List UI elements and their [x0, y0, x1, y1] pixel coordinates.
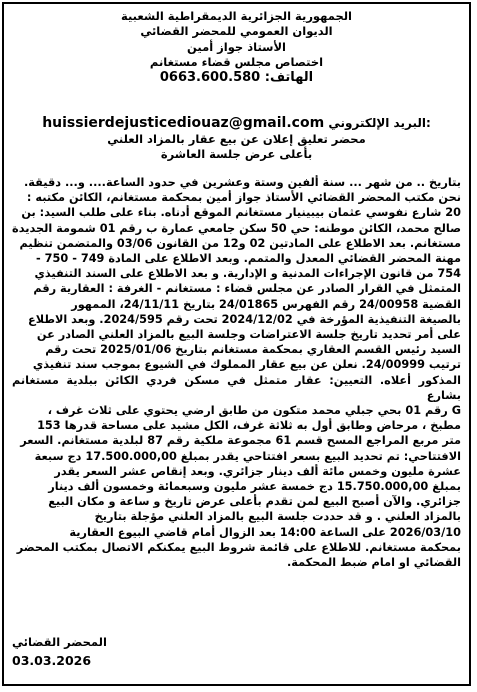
letterhead: [4, 9, 469, 85]
body-line: G رقم 01 بحي جبلي محمد متكون من طابق ارضي يحتوي على ثلاث غرف ،: [47, 404, 461, 418]
notice-frame: [2, 2, 471, 686]
body-line: الافتتاحي: تم تحديد البيع بسعر افتتاحي يقدر بمبلغ 17.500.000,00 دج سبعة: [34, 449, 461, 463]
notice-footer: [12, 635, 461, 669]
body-line: 20 شارع نفوسي عثمان بيبينيار مستغانم الموقع أدناه. بناء على طلب السيد: بن: [21, 206, 461, 220]
body-line: السيد رئيس القسم العقاري بمحكمة مستغانم بتاريخ 2025/01/06 تحت رقم: [45, 343, 461, 357]
body-line: القضية 24/00958 رقم الفهرس 24/01865 بتاريخ 24/11/11، الممهور: [71, 297, 461, 311]
header-line-2: الديوان العمومي للمحضر القضائي: [140, 24, 333, 39]
body-line: المتمثل في القرار الصادر عن مجلس قضاء : مستغانم - الغرفة : العقارية رقم: [33, 282, 461, 296]
body-line: صالح محمد، الكائن موطنه: حي 50 سكن جامعي عمارة ب رقم 01 شمومة الجديدة: [12, 221, 461, 235]
body-line: بالصيغة التنفيذية المؤرخة في 2024/12/02 تحت رقم 2024/595. وبعد الاطلاع: [28, 312, 461, 326]
body-line: مهنة المحضر القضائي المعدل والمتمم. وبعد الاطلاع على المادة 749 - 750 -: [36, 252, 461, 266]
body-line: القضائي او امام ضبط المحكمة.: [286, 556, 461, 570]
notice-body: [12, 175, 461, 570]
body-line: 754 من قانون الإجراءات المدنية و الإدارية. و بعد الاطلاع على السند التنفيذي: [34, 267, 461, 281]
header-line-1: الجمهورية الجزائرية الديمقراطية الشعبية: [120, 9, 352, 23]
email-address[interactable]: huissierdejusticediouaz@gmail.com: [42, 115, 325, 131]
body-line: نحن مكتب المحضر القضائي الأستاذ جواز أمين بمحكمة مستغانم، الكائن مكتبه :: [26, 191, 461, 205]
body-line: على أمر تحديد تاريخ جلسة الاعتراضات وجلسة البيع بالمزاد العلني الصادر عن: [36, 328, 461, 342]
body-line: بالمزاد العلني . و قد حددت جلسة البيع بالمزاد العلني مؤجلة بتاريخ: [94, 510, 461, 524]
body-line: عشرة مليون وخمس مائة ألف دينار جزائري. وبعد إنقاص عشر السعر يقدر: [54, 464, 461, 478]
body-line: مستغانم. بعد الاطلاع على المادتين 02 و12 من القانون 03/06 والمتضمن تنظيم: [19, 236, 461, 250]
header-line-3: الأستاذ جواز أمين: [187, 39, 286, 54]
email-row: [4, 115, 469, 131]
header-line-4: اختصاص مجلس قضاء مستغانم: [149, 54, 324, 69]
body-line: 2026/03/10 على الساعة 14:00 بعد الزوال أمام قاضي البيوع العقارية: [69, 525, 461, 539]
email-label: البريد الإلكتروني:: [328, 116, 431, 130]
body-line: بتاريخ .. من شهر ... سنة ألفين وستة وعشرين في حدود الساعة.... و... دقيقة.: [23, 176, 461, 189]
body-line: متر مربع المراجع المسح قسم 61 مجموعة ملكية رقم 87 لبلدية مستغانم. السعر: [20, 434, 461, 448]
body-line: بمبلغ 15.750.000,00 دج خمسة عشر مليون وسبعمائة وخمسون ألف دينار: [48, 480, 461, 494]
subject-line-2: بأعلى عرض جلسة العاشرة: [160, 147, 313, 162]
signature-label: المحضر القضائي: [12, 635, 107, 649]
body-line: جزائري. والآن أصبح البيع لمن تقدم بأعلى عرض تاريخ و ساعة و مكان البيع: [48, 495, 461, 509]
phone-number: الهاتف: 0663.600.580: [159, 70, 314, 86]
notice-date: 03.03.2026: [12, 653, 92, 668]
notice-subject: [4, 132, 469, 163]
body-line: بمحكمة مستغانم. للاطلاع على قائمة شروط البيع يمكنكم الاتصال بمكتب المحضر: [16, 540, 461, 554]
body-line: المذكور أعلاه. التعيين: عقار متمثل في مسكن فردي الكائن ببلدية مستغانم بشارع: [12, 373, 461, 402]
body-line: ترتيب 24/00999. نعلن عن بيع عقار المملوك في الشيوع بموجب سند تنفيذي: [32, 358, 461, 372]
body-line: مطبخ ، مرحاض وطابق أول به ثلاثة غرف، الكل مشيد على مساحة قدرها 153: [37, 419, 461, 433]
subject-line-1: محضر تعليق إعلان عن بيع عقار بالمزاد العلني: [107, 132, 366, 146]
